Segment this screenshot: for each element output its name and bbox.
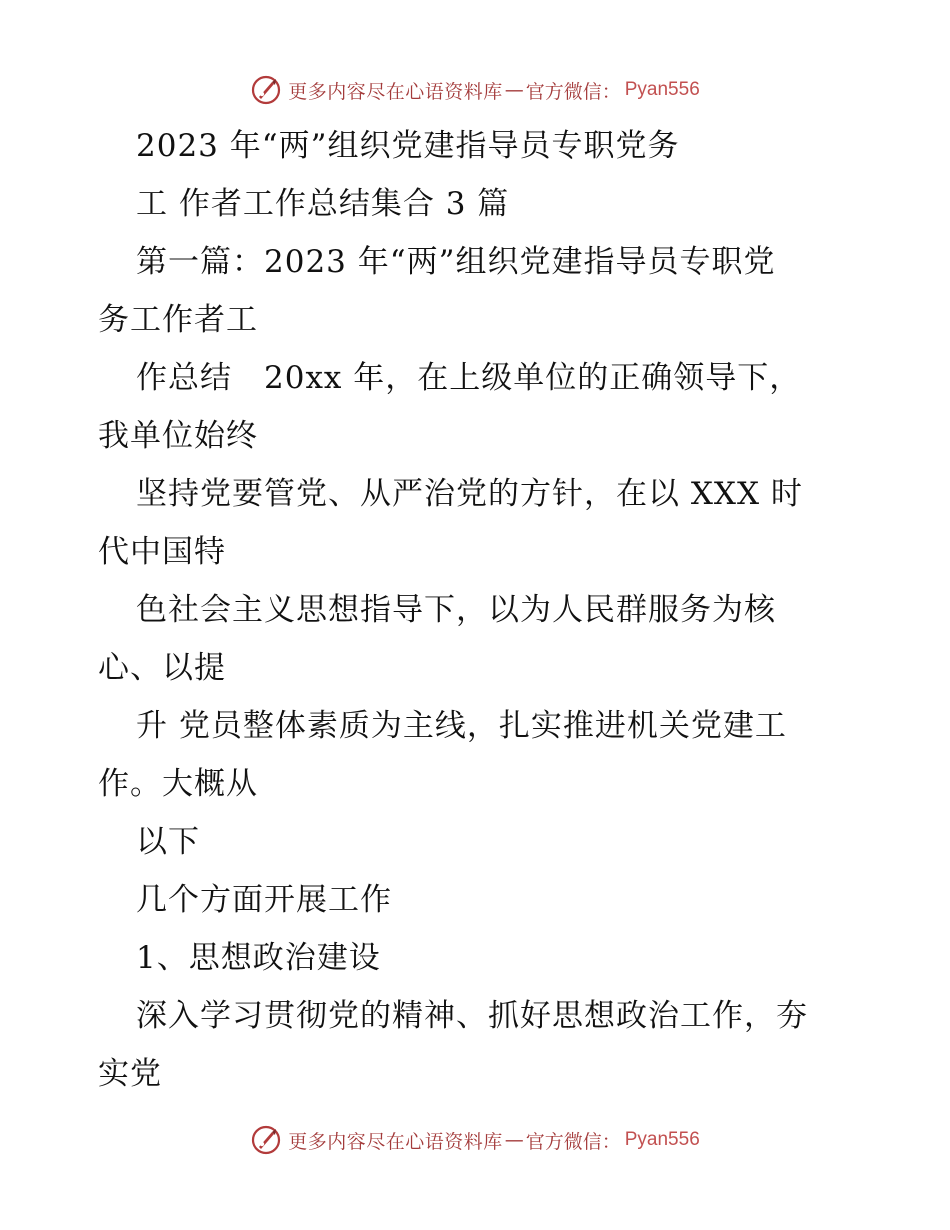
paragraph-line: 实党 (98, 1056, 162, 1092)
paragraph-line: 坚持党要管党、从严治党的方针，在以 XXX 时 (136, 476, 803, 512)
paragraph-line: 几个方面开展工作 (136, 882, 392, 918)
banner-wechat-id: Pyan556 (624, 1129, 700, 1150)
paragraph-line: 升 党员整体素质为主线，扎实推进机关党建工 (136, 708, 787, 744)
paragraph-line: 心、以提 (98, 650, 226, 686)
paragraph-line: 作总结 20xx 年，在上级单位的正确领导下， (136, 360, 802, 396)
paragraph-line: 色社会主义思想指导下，以为人民群服务为核 (136, 592, 776, 628)
paragraph-line: 务工作者工 (98, 302, 258, 338)
footer-banner (0, 1120, 950, 1160)
title-line-2: 工 作者工作总结集合 3 篇 (136, 186, 510, 222)
paragraph-line: 深入学习贯彻党的精神、抓好思想政治工作，夯 (136, 998, 808, 1034)
title-line-1: 2023 年“两”组织党建指导员专职党务 (136, 128, 680, 164)
banner-text: 更多内容尽在心语资料库 (288, 1130, 503, 1153)
header-banner (0, 70, 950, 110)
section-heading: 1、思想政治建设 (136, 940, 381, 976)
quill-logo-icon (250, 74, 282, 106)
paragraph-line: 我单位始终 (98, 418, 258, 454)
paragraph-line: 作。大概从 (98, 766, 258, 802)
banner-dash: — (504, 1129, 524, 1151)
banner-dash: — (504, 79, 524, 101)
document-body (98, 117, 858, 1103)
paragraph-line: 第一篇：2023 年“两”组织党建指导员专职党 (136, 244, 776, 280)
paragraph-line: 以下 (136, 824, 200, 860)
banner-wechat-id: Pyan556 (624, 79, 700, 100)
banner-wechat-label: 官方微信： (525, 1130, 621, 1153)
quill-logo-icon (250, 1124, 282, 1156)
paragraph-line: 代中国特 (98, 534, 226, 570)
banner-wechat-label: 官方微信： (525, 80, 621, 103)
banner-text: 更多内容尽在心语资料库 (288, 80, 503, 103)
